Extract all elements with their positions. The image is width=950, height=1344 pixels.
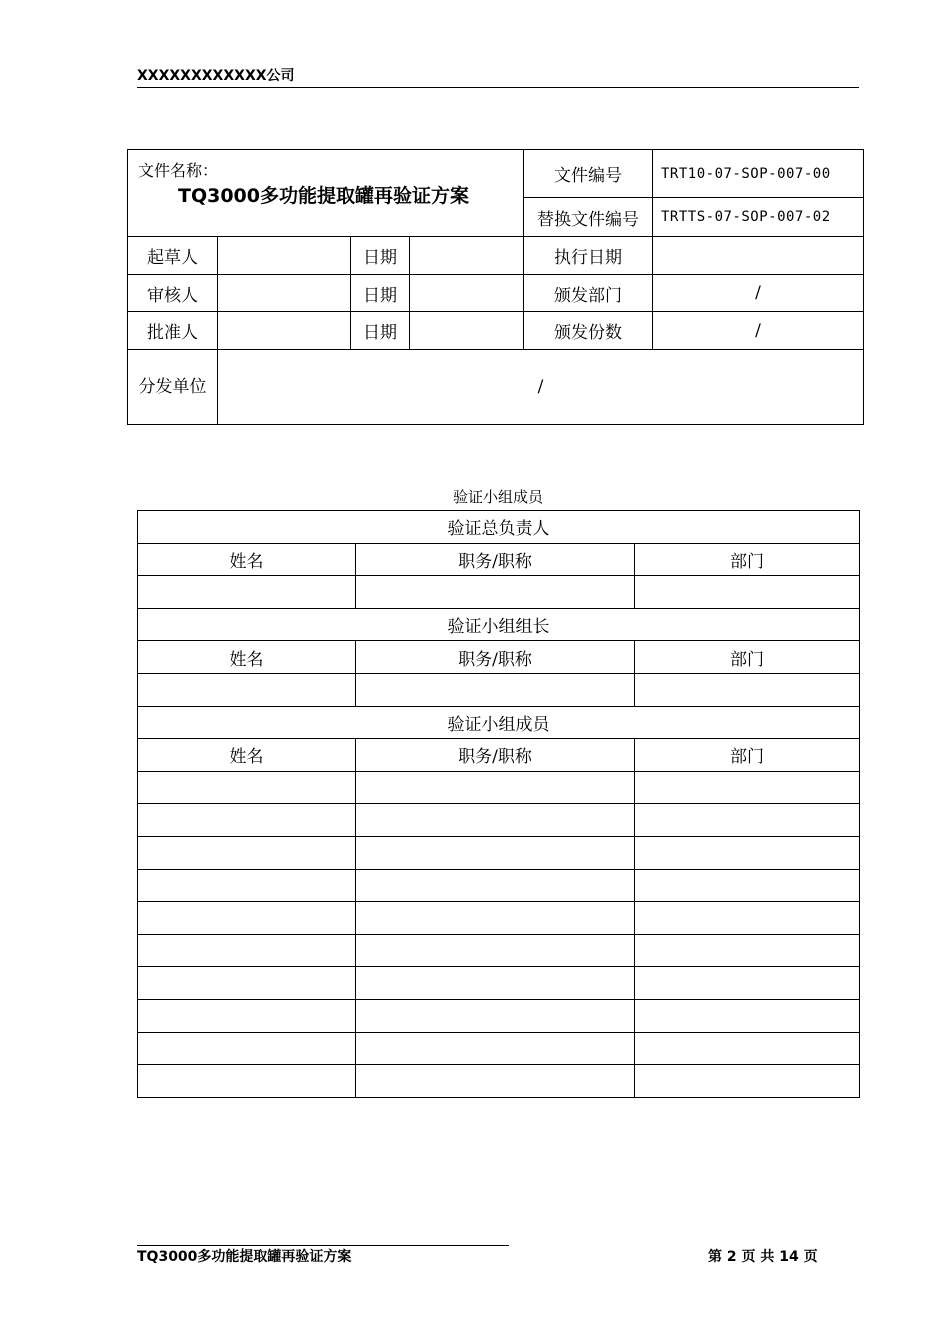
table-row bbox=[138, 1065, 860, 1098]
distribution-label: 分发单位 bbox=[128, 350, 218, 425]
table-row bbox=[138, 804, 860, 837]
title-cell bbox=[356, 673, 635, 706]
date-label: 日期 bbox=[351, 275, 410, 312]
dept-cell bbox=[635, 1032, 860, 1065]
dept-cell bbox=[635, 771, 860, 804]
review-date-value bbox=[410, 275, 524, 312]
name-cell bbox=[138, 999, 356, 1032]
title-cell bbox=[356, 771, 635, 804]
reviewer-value bbox=[218, 275, 351, 312]
table-row bbox=[138, 836, 860, 869]
reviewer-label: 审核人 bbox=[128, 275, 218, 312]
title-cell bbox=[356, 1065, 635, 1098]
dept-cell bbox=[635, 1065, 860, 1098]
dept-cell bbox=[635, 902, 860, 935]
name-cell bbox=[138, 771, 356, 804]
issue-dept-value: / bbox=[653, 275, 864, 312]
validation-team-table bbox=[137, 510, 860, 1098]
issue-copies-value: / bbox=[653, 312, 864, 350]
name-cell bbox=[138, 902, 356, 935]
column-header-dept: 部门 bbox=[635, 641, 860, 674]
section-title-lead: 验证总负责人 bbox=[138, 511, 860, 544]
table-row bbox=[138, 771, 860, 804]
table-row bbox=[138, 869, 860, 902]
footer-page-number: 第 2 页 共 14 页 bbox=[708, 1249, 818, 1265]
dept-cell bbox=[635, 673, 860, 706]
approver-label: 批准人 bbox=[128, 312, 218, 350]
title-cell bbox=[356, 1032, 635, 1065]
column-header-dept: 部门 bbox=[635, 739, 860, 772]
dept-cell bbox=[635, 576, 860, 609]
replace-doc-number-label: 替换文件编号 bbox=[524, 198, 653, 237]
name-cell bbox=[138, 836, 356, 869]
title-cell bbox=[356, 576, 635, 609]
table-row bbox=[138, 673, 860, 706]
document-name-cell bbox=[128, 150, 524, 237]
column-header-title: 职务/职称 bbox=[356, 739, 635, 772]
issue-dept-label: 颁发部门 bbox=[524, 275, 653, 312]
section-title-leader: 验证小组组长 bbox=[138, 608, 860, 641]
table-row bbox=[138, 902, 860, 935]
date-label: 日期 bbox=[351, 312, 410, 350]
dept-cell bbox=[635, 934, 860, 967]
column-header-name: 姓名 bbox=[138, 543, 356, 576]
exec-date-value bbox=[653, 237, 864, 275]
name-cell bbox=[138, 804, 356, 837]
title-cell bbox=[356, 934, 635, 967]
name-cell bbox=[138, 967, 356, 1000]
document-title: TQ3000多功能提取罐再验证方案 bbox=[178, 185, 469, 207]
approve-date-value bbox=[410, 312, 524, 350]
draft-date-value bbox=[410, 237, 524, 275]
name-cell bbox=[138, 934, 356, 967]
doc-number-label: 文件编号 bbox=[524, 150, 653, 198]
column-header-title: 职务/职称 bbox=[356, 543, 635, 576]
column-header-dept: 部门 bbox=[635, 543, 860, 576]
replace-doc-number-value: TRTTS-07-SOP-007-02 bbox=[653, 198, 864, 237]
name-cell bbox=[138, 869, 356, 902]
column-header-name: 姓名 bbox=[138, 641, 356, 674]
table-row bbox=[138, 967, 860, 1000]
doc-number-value: TRT10-07-SOP-007-00 bbox=[653, 150, 864, 198]
title-cell bbox=[356, 999, 635, 1032]
table-row bbox=[138, 999, 860, 1032]
date-label: 日期 bbox=[351, 237, 410, 275]
dept-cell bbox=[635, 999, 860, 1032]
column-header-name: 姓名 bbox=[138, 739, 356, 772]
name-cell bbox=[138, 673, 356, 706]
dept-cell bbox=[635, 804, 860, 837]
drafter-value bbox=[218, 237, 351, 275]
title-cell bbox=[356, 804, 635, 837]
dept-cell bbox=[635, 836, 860, 869]
footer-divider bbox=[137, 1245, 509, 1246]
table-row bbox=[138, 934, 860, 967]
exec-date-label: 执行日期 bbox=[524, 237, 653, 275]
dept-cell bbox=[635, 869, 860, 902]
title-cell bbox=[356, 967, 635, 1000]
issue-copies-label: 颁发份数 bbox=[524, 312, 653, 350]
document-name-label: 文件名称： bbox=[138, 161, 219, 180]
name-cell bbox=[138, 1032, 356, 1065]
title-cell bbox=[356, 869, 635, 902]
column-header-title: 职务/职称 bbox=[356, 641, 635, 674]
title-cell bbox=[356, 836, 635, 869]
approver-value bbox=[218, 312, 351, 350]
document-info-table bbox=[127, 149, 864, 425]
name-cell bbox=[138, 576, 356, 609]
title-cell bbox=[356, 902, 635, 935]
name-cell bbox=[138, 1065, 356, 1098]
dept-cell bbox=[635, 967, 860, 1000]
table-row bbox=[138, 1032, 860, 1065]
distribution-value: / bbox=[218, 350, 864, 425]
team-caption: 验证小组成员 bbox=[452, 488, 543, 506]
table-row bbox=[138, 576, 860, 609]
company-header: XXXXXXXXXXXX公司 bbox=[137, 66, 859, 88]
section-title-members: 验证小组成员 bbox=[138, 706, 860, 739]
footer-title: TQ3000多功能提取罐再验证方案 bbox=[137, 1249, 352, 1265]
drafter-label: 起草人 bbox=[128, 237, 218, 275]
